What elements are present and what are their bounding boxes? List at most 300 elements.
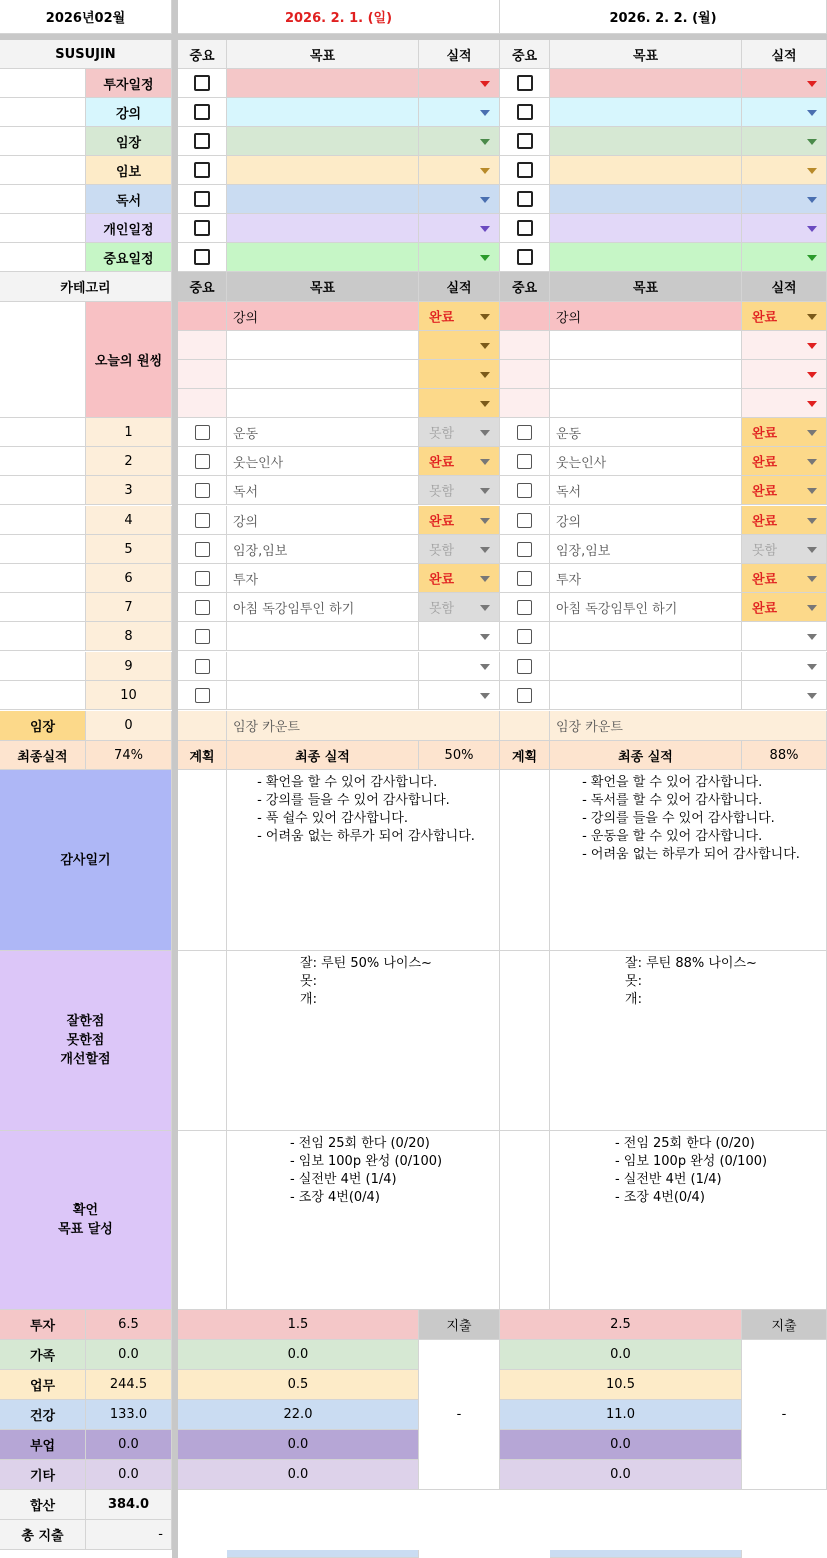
gratitude-day1[interactable]: - 확언을 할 수 있어 감사합니다. - 강의를 들을 수 있어 감사합니다. - 푹 쉴수 있어 감사합니다. - 어려움 없는 하루가 되어 감사합니다. xyxy=(227,770,500,951)
user-name: SUSUJIN xyxy=(0,40,172,69)
goal-cell[interactable]: 웃는인사 xyxy=(227,447,419,476)
goal-cell[interactable]: 강의 xyxy=(550,506,742,535)
importance-cell xyxy=(500,535,550,564)
blank-cell xyxy=(0,564,86,593)
result-cell xyxy=(419,360,500,389)
result-dropdown[interactable] xyxy=(419,156,499,184)
result-cell xyxy=(742,302,827,331)
column-header: 중요 xyxy=(500,272,550,302)
result-cell xyxy=(742,331,827,360)
goal-cell[interactable] xyxy=(550,214,742,243)
column-header: 목표 xyxy=(227,40,419,69)
blank-cell xyxy=(178,951,227,1131)
time-day1: 0.0 xyxy=(178,1460,419,1490)
chevron-down-icon xyxy=(480,110,490,116)
importance-checkbox[interactable] xyxy=(195,571,210,586)
final-result-label: 최종 실적 xyxy=(227,741,419,770)
result-value: 완료 xyxy=(752,572,778,588)
chevron-down-icon xyxy=(480,197,490,203)
goal-cell[interactable] xyxy=(227,360,419,389)
importance-cell xyxy=(500,302,550,331)
routine-row xyxy=(0,476,827,505)
review-label: 잘한점 못한점 개선할점 xyxy=(0,951,172,1131)
category-label: 강의 xyxy=(86,98,172,127)
result-dropdown[interactable] xyxy=(742,652,826,680)
result-dropdown[interactable] xyxy=(742,185,826,213)
goal-cell[interactable] xyxy=(550,652,742,681)
importance-checkbox[interactable] xyxy=(517,513,532,528)
importance-checkbox[interactable] xyxy=(517,133,533,149)
result-value: 완료 xyxy=(429,572,455,588)
gratitude xyxy=(0,770,827,951)
result-value: 못함 xyxy=(429,484,455,500)
affirmation-day2[interactable]: - 전임 25회 한다 (0/20) - 임보 100p 완성 (0/100) - 실전반 4번 (1/4) - 조장 4번(0/4) xyxy=(550,1131,827,1310)
time-total: 0.0 xyxy=(86,1430,172,1460)
importance-checkbox[interactable] xyxy=(194,220,210,236)
goal-cell[interactable] xyxy=(550,69,742,98)
time-total: 0.0 xyxy=(86,1460,172,1490)
goal-cell[interactable]: 독서 xyxy=(227,476,419,505)
goal-cell[interactable]: 아침 독강임투인 하기 xyxy=(227,593,419,622)
importance-cell xyxy=(178,564,227,593)
result-dropdown[interactable] xyxy=(419,506,499,534)
result-cell xyxy=(419,564,500,593)
result-cell xyxy=(742,535,827,564)
result-dropdown[interactable] xyxy=(419,476,499,504)
result-cell xyxy=(742,69,827,98)
result-dropdown[interactable] xyxy=(419,535,499,563)
time-row xyxy=(0,1460,827,1490)
importance-cell xyxy=(500,243,550,272)
affirmation-day1[interactable]: - 전임 25회 한다 (0/20) - 임보 100p 완성 (0/100) - 실전반 4번 (1/4) - 조장 4번(0/4) xyxy=(227,1131,500,1310)
importance-checkbox[interactable] xyxy=(517,75,533,91)
time-category: 부업 xyxy=(0,1430,86,1460)
expense-day2: - xyxy=(742,1340,827,1490)
result-dropdown[interactable] xyxy=(419,389,499,417)
importance-checkbox[interactable] xyxy=(517,629,532,644)
column-header: 목표 xyxy=(550,272,742,302)
importance-checkbox[interactable] xyxy=(517,688,532,703)
blank-cell xyxy=(0,302,86,418)
result-dropdown[interactable] xyxy=(419,127,499,155)
blank-cell xyxy=(0,476,86,505)
result-dropdown[interactable] xyxy=(742,681,826,709)
chevron-down-icon xyxy=(807,459,817,465)
final-result-label: 최종 실적 xyxy=(550,741,742,770)
blank-cell xyxy=(0,622,86,651)
time-category: 기타 xyxy=(0,1460,86,1490)
result-value: 못함 xyxy=(752,543,778,559)
onething-row xyxy=(178,389,827,418)
result-cell xyxy=(419,652,500,681)
routine-number: 7 xyxy=(86,593,172,622)
result-cell xyxy=(742,389,827,418)
importance-checkbox[interactable] xyxy=(194,133,210,149)
importance-checkbox[interactable] xyxy=(517,454,532,469)
chevron-down-icon xyxy=(480,488,490,494)
chevron-down-icon xyxy=(807,168,817,174)
result-cell xyxy=(419,535,500,564)
result-dropdown[interactable] xyxy=(419,681,499,709)
result-dropdown[interactable] xyxy=(742,506,826,534)
result-cell xyxy=(742,447,827,476)
time-day2: 10.5 xyxy=(500,1370,742,1400)
goal-cell[interactable] xyxy=(227,69,419,98)
importance-checkbox[interactable] xyxy=(194,104,210,120)
result-cell xyxy=(742,476,827,505)
result-dropdown[interactable] xyxy=(742,156,826,184)
result-dropdown[interactable] xyxy=(742,69,826,97)
importance-checkbox[interactable] xyxy=(194,191,210,207)
goal-cell[interactable] xyxy=(227,389,419,418)
importance-checkbox[interactable] xyxy=(517,220,533,236)
goal-cell[interactable] xyxy=(227,127,419,156)
result-dropdown[interactable] xyxy=(419,652,499,680)
result-dropdown[interactable] xyxy=(742,243,826,271)
routine-row xyxy=(0,535,827,564)
result-dropdown[interactable] xyxy=(419,331,499,359)
result-cell xyxy=(419,214,500,243)
onething-row xyxy=(178,331,827,360)
onething-row xyxy=(178,360,827,389)
importance-checkbox[interactable] xyxy=(195,688,210,703)
importance-checkbox[interactable] xyxy=(195,600,210,615)
goal-cell[interactable] xyxy=(550,622,742,651)
blank-cell xyxy=(178,1131,227,1310)
result-dropdown[interactable] xyxy=(419,302,499,330)
routine-number: 4 xyxy=(86,506,172,535)
chevron-down-icon xyxy=(480,605,490,611)
result-cell xyxy=(742,214,827,243)
chevron-down-icon xyxy=(807,518,817,524)
result-cell xyxy=(419,98,500,127)
importance-checkbox[interactable] xyxy=(194,249,210,265)
result-value: 완료 xyxy=(429,455,455,471)
result-cell xyxy=(742,506,827,535)
sum-value: 384.0 xyxy=(86,1490,172,1520)
importance-cell xyxy=(178,389,227,418)
importance-cell xyxy=(178,652,227,681)
chevron-down-icon xyxy=(480,226,490,232)
routine-row xyxy=(0,593,827,622)
goal-cell[interactable]: 아침 독강임투인 하기 xyxy=(550,593,742,622)
time-day2: 2.5 xyxy=(500,1310,742,1340)
blank-cell xyxy=(500,711,550,741)
blank-cell xyxy=(0,127,86,156)
onething-row xyxy=(178,302,827,331)
result-dropdown[interactable] xyxy=(419,360,499,388)
chevron-down-icon xyxy=(480,634,490,640)
importance-cell xyxy=(500,156,550,185)
goal-cell[interactable] xyxy=(550,185,742,214)
blank-cell xyxy=(0,447,86,476)
goal-cell[interactable] xyxy=(550,243,742,272)
chevron-down-icon xyxy=(480,664,490,670)
importance-checkbox[interactable] xyxy=(194,162,210,178)
importance-cell xyxy=(178,418,227,447)
chevron-down-icon xyxy=(480,576,490,582)
result-cell xyxy=(742,156,827,185)
result-value: 못함 xyxy=(429,543,455,559)
goal-cell[interactable]: 운동 xyxy=(227,418,419,447)
importance-cell xyxy=(178,447,227,476)
time-row xyxy=(0,1400,827,1430)
plan-label: 계획 xyxy=(500,741,550,770)
importance-checkbox[interactable] xyxy=(517,659,532,674)
date-header-row xyxy=(0,0,827,34)
blank-cell xyxy=(178,770,227,951)
final-result-row xyxy=(0,741,827,770)
importance-cell xyxy=(178,331,227,360)
goal-cell[interactable] xyxy=(227,214,419,243)
importance-checkbox[interactable] xyxy=(195,454,210,469)
importance-cell xyxy=(178,476,227,505)
final-day2-percent: 88% xyxy=(742,741,827,770)
result-dropdown[interactable] xyxy=(419,69,499,97)
goal-cell[interactable] xyxy=(227,681,419,710)
schedule-row xyxy=(0,243,827,272)
time-category: 건강 xyxy=(0,1400,86,1430)
result-dropdown[interactable] xyxy=(419,185,499,213)
goal-cell[interactable] xyxy=(227,243,419,272)
result-dropdown[interactable] xyxy=(419,447,499,475)
importance-checkbox[interactable] xyxy=(195,629,210,644)
result-dropdown[interactable] xyxy=(742,331,826,359)
result-dropdown[interactable] xyxy=(742,360,826,388)
chevron-down-icon xyxy=(807,139,817,145)
result-value: 완료 xyxy=(752,426,778,442)
column-header: 중요 xyxy=(178,40,227,69)
result-cell xyxy=(419,506,500,535)
imjang-count-label: 임장 카운트 xyxy=(227,711,500,741)
gratitude-day2[interactable]: - 확언을 할 수 있어 감사합니다. - 독서를 할 수 있어 감사합니다. - 강의를 들을 수 있어 감사합니다. - 운동을 할 수 있어 감사합니다. - 어려움 없는 하루가 되어 감사합니다. xyxy=(550,770,827,951)
importance-cell xyxy=(178,593,227,622)
review-day1[interactable]: 잘: 루틴 50% 나이스~ 못: 개: xyxy=(227,951,500,1131)
time-category: 투자 xyxy=(0,1310,86,1340)
result-dropdown[interactable] xyxy=(419,214,499,242)
routine-row xyxy=(0,622,827,651)
result-dropdown[interactable] xyxy=(742,535,826,563)
routine-number: 5 xyxy=(86,535,172,564)
category-label: 중요일정 xyxy=(86,243,172,272)
imjang-count: 0 xyxy=(86,711,172,741)
importance-checkbox[interactable] xyxy=(194,75,210,91)
result-cell xyxy=(742,593,827,622)
blank-cell xyxy=(0,185,86,214)
importance-checkbox[interactable] xyxy=(195,483,210,498)
column-header: 실적 xyxy=(419,40,500,69)
result-dropdown[interactable] xyxy=(419,98,499,126)
goal-cell[interactable] xyxy=(550,360,742,389)
onething-label: 오늘의 원씽 xyxy=(86,302,172,418)
goal-cell[interactable] xyxy=(550,127,742,156)
result-dropdown[interactable] xyxy=(742,302,826,330)
importance-cell xyxy=(500,506,550,535)
importance-checkbox[interactable] xyxy=(195,513,210,528)
affirmation xyxy=(0,1131,827,1310)
result-dropdown[interactable] xyxy=(742,418,826,446)
time-day1: 0.0 xyxy=(178,1340,419,1370)
routine-number: 3 xyxy=(86,476,172,505)
blank-cell xyxy=(0,681,86,710)
imjang-count-label: 임장 카운트 xyxy=(550,711,827,741)
result-cell xyxy=(742,652,827,681)
goal-cell[interactable]: 투자 xyxy=(550,564,742,593)
day1-date: 2026. 2. 1. (일) xyxy=(178,0,500,34)
result-dropdown[interactable] xyxy=(742,564,826,592)
importance-cell xyxy=(178,127,227,156)
importance-checkbox[interactable] xyxy=(517,104,533,120)
imjang-row xyxy=(0,711,827,741)
blank-cell xyxy=(0,593,86,622)
result-dropdown[interactable] xyxy=(419,418,499,446)
goal-cell[interactable] xyxy=(550,331,742,360)
result-dropdown[interactable] xyxy=(419,622,499,650)
time-day1: 0.5 xyxy=(178,1370,419,1400)
importance-cell xyxy=(500,681,550,710)
blank-cell xyxy=(0,535,86,564)
result-dropdown[interactable] xyxy=(742,389,826,417)
result-cell xyxy=(419,243,500,272)
total-expense-label: 총 지출 xyxy=(0,1520,86,1550)
goal-cell[interactable]: 임장,임보 xyxy=(227,535,419,564)
importance-cell xyxy=(178,156,227,185)
result-dropdown[interactable] xyxy=(742,447,826,475)
goal-cell[interactable] xyxy=(227,331,419,360)
importance-checkbox[interactable] xyxy=(195,542,210,557)
goal-cell[interactable] xyxy=(227,185,419,214)
goal-cell[interactable] xyxy=(227,652,419,681)
importance-checkbox[interactable] xyxy=(195,659,210,674)
result-cell xyxy=(742,564,827,593)
result-dropdown[interactable] xyxy=(742,476,826,504)
importance-checkbox[interactable] xyxy=(517,542,532,557)
time-day2: 11.0 xyxy=(500,1400,742,1430)
importance-cell xyxy=(178,98,227,127)
importance-cell xyxy=(500,447,550,476)
tasks-header-row xyxy=(0,272,827,302)
importance-checkbox[interactable] xyxy=(517,191,533,207)
chevron-down-icon xyxy=(807,226,817,232)
result-cell xyxy=(742,681,827,710)
importance-checkbox[interactable] xyxy=(517,249,533,265)
result-dropdown[interactable] xyxy=(419,564,499,592)
time-day2: 0.0 xyxy=(500,1430,742,1460)
routine-row xyxy=(0,681,827,710)
goal-cell[interactable]: 투자 xyxy=(227,564,419,593)
goal-cell[interactable]: 강의 xyxy=(227,302,419,331)
importance-cell xyxy=(178,535,227,564)
frozen-column-divider[interactable] xyxy=(172,0,178,1558)
goal-cell[interactable] xyxy=(550,98,742,127)
goal-cell[interactable]: 웃는인사 xyxy=(550,447,742,476)
routine-number: 8 xyxy=(86,622,172,651)
goal-cell[interactable] xyxy=(550,389,742,418)
chevron-down-icon xyxy=(807,314,817,320)
importance-cell xyxy=(500,652,550,681)
result-cell xyxy=(419,622,500,651)
goal-cell[interactable] xyxy=(227,156,419,185)
goal-cell[interactable]: 운동 xyxy=(550,418,742,447)
time-total: 6.5 xyxy=(86,1310,172,1340)
importance-checkbox[interactable] xyxy=(517,162,533,178)
goal-cell[interactable]: 독서 xyxy=(550,476,742,505)
goal-cell[interactable]: 강의 xyxy=(550,302,742,331)
blank-cell xyxy=(0,652,86,681)
result-cell xyxy=(419,418,500,447)
blank-cell xyxy=(0,69,86,98)
final-label: 최종실적 xyxy=(0,741,86,770)
routine-number: 1 xyxy=(86,418,172,447)
expense-day1: - xyxy=(419,1340,500,1490)
chevron-down-icon xyxy=(807,693,817,699)
importance-checkbox[interactable] xyxy=(195,425,210,440)
column-header: 실적 xyxy=(742,272,827,302)
frozen-row-divider[interactable] xyxy=(0,34,827,40)
result-cell xyxy=(742,243,827,272)
chevron-down-icon xyxy=(480,81,490,87)
schedule-row xyxy=(0,156,827,185)
goal-cell[interactable]: 강의 xyxy=(227,506,419,535)
chevron-down-icon xyxy=(807,110,817,116)
goal-cell[interactable] xyxy=(227,98,419,127)
goal-cell[interactable] xyxy=(550,681,742,710)
chevron-down-icon xyxy=(807,197,817,203)
result-cell xyxy=(742,418,827,447)
blank-cell xyxy=(227,1550,419,1558)
result-dropdown[interactable] xyxy=(742,214,826,242)
routine-number: 9 xyxy=(86,652,172,681)
time-total: 133.0 xyxy=(86,1400,172,1430)
result-dropdown[interactable] xyxy=(742,593,826,621)
result-dropdown[interactable] xyxy=(419,243,499,271)
result-dropdown[interactable] xyxy=(742,622,826,650)
column-header: 중요 xyxy=(178,272,227,302)
importance-cell xyxy=(500,185,550,214)
goal-cell[interactable]: 임장,임보 xyxy=(550,535,742,564)
importance-cell xyxy=(178,622,227,651)
routine-row xyxy=(0,506,827,535)
routine-row xyxy=(0,652,827,681)
chevron-down-icon xyxy=(480,314,490,320)
chevron-down-icon xyxy=(807,343,817,349)
chevron-down-icon xyxy=(480,343,490,349)
imjang-label: 임장 xyxy=(0,711,86,741)
importance-cell xyxy=(178,506,227,535)
importance-checkbox[interactable] xyxy=(517,425,532,440)
result-dropdown[interactable] xyxy=(419,593,499,621)
category-header: 카테고리 xyxy=(0,272,172,302)
blank-cell xyxy=(0,98,86,127)
routine-number: 2 xyxy=(86,447,172,476)
importance-checkbox[interactable] xyxy=(517,600,532,615)
sum-label: 합산 xyxy=(0,1490,86,1520)
goal-cell[interactable] xyxy=(227,622,419,651)
sum-row xyxy=(0,1490,827,1520)
importance-cell xyxy=(178,185,227,214)
importance-checkbox[interactable] xyxy=(517,483,532,498)
day2-date: 2026. 2. 2. (월) xyxy=(500,0,827,34)
importance-checkbox[interactable] xyxy=(517,571,532,586)
result-dropdown[interactable] xyxy=(742,98,826,126)
goal-cell[interactable] xyxy=(550,156,742,185)
review-day2[interactable]: 잘: 루틴 88% 나이스~ 못: 개: xyxy=(550,951,827,1131)
result-cell xyxy=(419,331,500,360)
blank-cell xyxy=(178,711,227,741)
result-cell xyxy=(419,389,500,418)
result-dropdown[interactable] xyxy=(742,127,826,155)
affirmation-label: 확언 목표 달성 xyxy=(0,1131,172,1310)
